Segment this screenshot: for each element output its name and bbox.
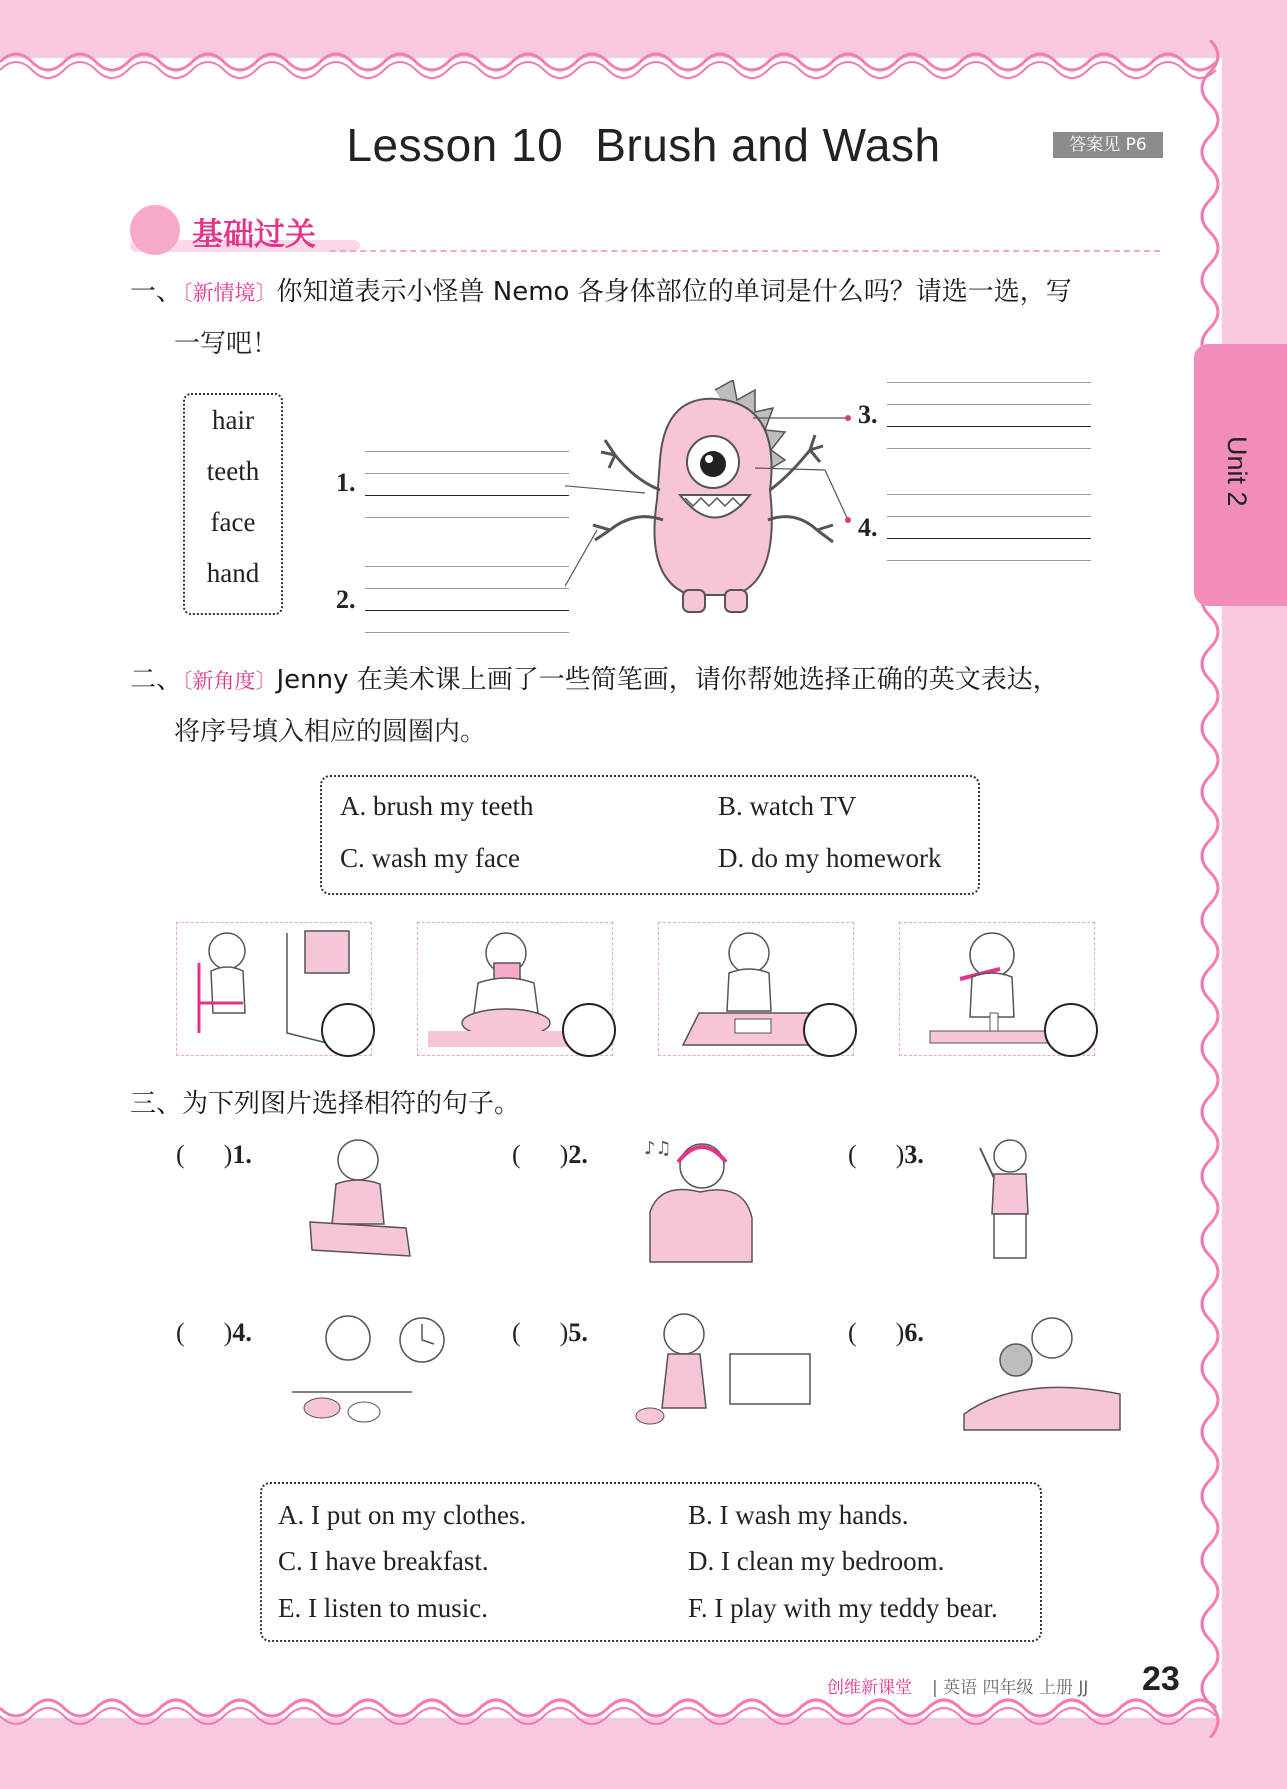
blank-label-3: 3. xyxy=(858,400,878,429)
picture-clean-bedroom xyxy=(634,1304,814,1434)
picture-wash-hands xyxy=(306,1132,416,1272)
picture-play-with-teddy xyxy=(960,1304,1125,1434)
option-b: B. I wash my hands. xyxy=(688,1500,909,1530)
answer-circle[interactable] xyxy=(562,1003,616,1057)
writing-lines-2[interactable] xyxy=(365,566,569,654)
picture-watch-tv xyxy=(176,922,372,1056)
picture-have-breakfast xyxy=(292,1304,452,1434)
question-1-line2: 一写吧！ xyxy=(174,329,279,359)
question-2-line2: 将序号填入相应的圆圈内。 xyxy=(174,717,487,747)
question-2-options-box xyxy=(320,775,980,895)
picture-wash-face xyxy=(417,922,613,1056)
word-option: teeth xyxy=(206,456,260,486)
wavy-border-bottom xyxy=(0,1694,1287,1738)
footer-book-info: | 英语 四年级 上册 JJ xyxy=(932,1678,1089,1698)
option-d: D. I clean my bedroom. xyxy=(688,1546,945,1576)
answer-bracket-5[interactable]: ( )5. xyxy=(512,1318,588,1347)
footer-brand: 创维新课堂 xyxy=(827,1678,912,1698)
wavy-border-right xyxy=(1190,40,1234,1738)
picture-brush-teeth xyxy=(899,922,1095,1056)
answer-circle[interactable] xyxy=(803,1003,857,1057)
answer-bracket-3[interactable]: ( )3. xyxy=(848,1140,924,1169)
wavy-border-top xyxy=(0,40,1287,84)
unit-tab-label: Unit 2 xyxy=(1222,436,1252,507)
answer-circle[interactable] xyxy=(1044,1003,1098,1057)
option-e: E. I listen to music. xyxy=(278,1593,488,1623)
word-option: hair xyxy=(212,405,254,435)
question-1-line1: 一、〔新情境〕你知道表示小怪兽 Nemo 各身体部位的单词是什么吗？请选一选，写 xyxy=(130,277,1072,307)
option-c: C. wash my face xyxy=(340,843,520,873)
answer-bracket-2[interactable]: ( )2. xyxy=(512,1140,588,1169)
mascot-icon xyxy=(130,205,180,255)
lesson-title: Lesson 10 Brush and Wash xyxy=(346,119,941,171)
word-option: hand xyxy=(206,558,260,588)
option-d: D. do my homework xyxy=(718,843,942,873)
svg-text:♪♫: ♪♫ xyxy=(644,1138,672,1159)
option-b: B. watch TV xyxy=(718,791,857,821)
question-3-options-box xyxy=(260,1482,1042,1642)
page-number: 23 xyxy=(1142,1660,1180,1698)
picture-listen-music xyxy=(640,1132,760,1272)
writing-lines-1[interactable] xyxy=(365,451,569,539)
writing-lines-3[interactable] xyxy=(887,382,1091,470)
monster-nemo-illustration xyxy=(565,380,865,620)
option-a: A. brush my teeth xyxy=(340,791,534,821)
answer-bracket-4[interactable]: ( )4. xyxy=(176,1318,252,1347)
option-f: F. I play with my teddy bear. xyxy=(688,1593,998,1623)
picture-put-on-clothes xyxy=(974,1132,1044,1272)
answer-bracket-1[interactable]: ( )1. xyxy=(176,1140,252,1169)
blank-label-4: 4. xyxy=(858,513,878,542)
answer-bracket-6[interactable]: ( )6. xyxy=(848,1318,924,1347)
section-divider xyxy=(330,250,1160,252)
answer-reference-tag: 答案见 P6 xyxy=(1053,132,1163,158)
blank-label-2: 2. xyxy=(336,585,356,614)
option-a: A. I put on my clothes. xyxy=(278,1500,527,1530)
section-heading-text: 基础过关 xyxy=(192,217,316,253)
picture-do-homework xyxy=(658,922,854,1056)
unit-tab xyxy=(1194,344,1287,606)
option-c: C. I have breakfast. xyxy=(278,1546,489,1576)
blank-label-1: 1. xyxy=(336,468,356,497)
word-bank-box xyxy=(183,393,283,615)
writing-lines-4[interactable] xyxy=(887,494,1091,582)
question-2-line1: 二、〔新角度〕Jenny 在美术课上画了一些简笔画，请你帮她选择正确的英文表达， xyxy=(130,665,1059,695)
word-option: face xyxy=(210,507,256,537)
question-3-text: 三、为下列图片选择相符的句子。 xyxy=(130,1089,521,1119)
answer-circle[interactable] xyxy=(321,1003,375,1057)
